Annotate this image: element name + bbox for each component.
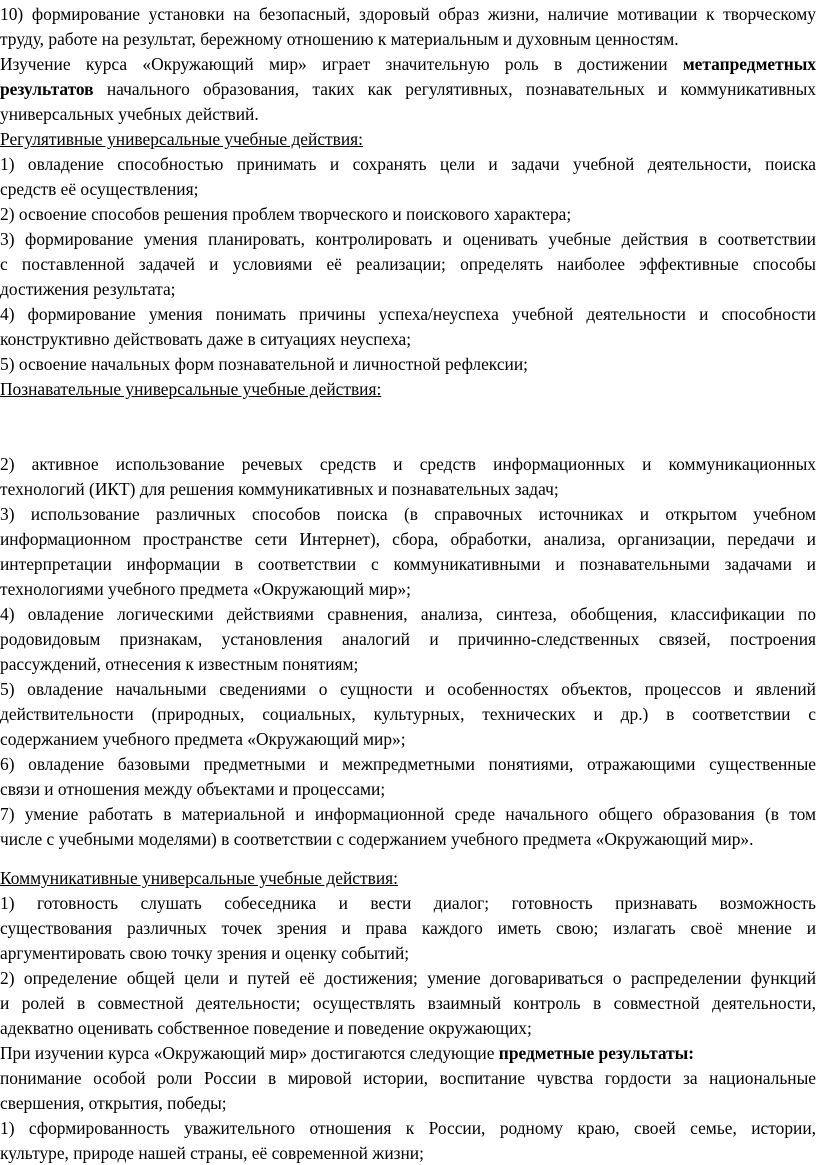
list-item-line: культуре, природе нашей страны, её современной жизни;: [0, 1143, 424, 1163]
heading-text: Познавательные универсальные учебные действия:: [0, 379, 382, 399]
text-span: Изучение курса «Окружающий мир» играет значительную роль в достижении: [0, 54, 668, 74]
paragraph-line: 10) формирование установки на безопасный, здоровый образ жизни, наличие мотивации к творческому: [0, 4, 816, 24]
list-item-line: 1) овладение способностью принимать и сохранять цели и задачи учебной деятельности, поиска: [0, 154, 816, 174]
section-heading-communicative: [0, 866, 816, 890]
list-item-line: технологий (ИКТ) для решения коммуникативных и познавательных задач;: [0, 479, 559, 499]
list-item-line: информационном пространстве сети Интернет), сбора, обработки, анализа, организации, передачи и: [0, 529, 816, 549]
list-item-line: 5) овладение начальными сведениями о сущности и особенностях объектов, процессов и явлений: [0, 679, 816, 699]
list-item-line: 1) сформированность уважительного отношения к России, родному краю, своей семье, истории,: [0, 1118, 816, 1138]
paragraph-line: свершения, открытия, победы;: [0, 1093, 227, 1113]
list-item-line: 5) освоение начальных форм познавательной и личностной рефлексии;: [0, 354, 528, 374]
list-item-line: 3) формирование умения планировать, контролировать и оценивать учебные действия в соответствии: [0, 229, 816, 249]
list-item-line: содержанием учебного предмета «Окружающий мир»;: [0, 729, 406, 749]
heading-text: Коммуникативные универсальные учебные действия:: [0, 868, 398, 888]
text-span: При изучении курса «Окружающий мир» достигаются следующие: [0, 1043, 495, 1063]
list-item-line: интерпретации информации в соответствии с коммуникативными и познавательными задачами и: [0, 554, 816, 574]
list-item-line: числе с учебными моделями) в соответствии с содержанием учебного предмета «Окружающий мир».: [0, 829, 754, 849]
bold-term: результатов: [0, 79, 94, 99]
list-item-line: существования различных точек зрения и права каждого иметь свою; излагать своё мнение и: [0, 918, 816, 938]
list-item-line: аргументировать свою точку зрения и оценку событий;: [0, 943, 410, 963]
list-item-line: конструктивно действовать даже в ситуациях неуспеха;: [0, 329, 412, 349]
list-item-line: 7) умение работать в материальной и информационной среде начального общего образования (в том: [0, 804, 816, 824]
list-item-line: с поставленной задачей и условиями её реализации; определять наиболее эффективные способы: [0, 254, 816, 274]
heading-text: Регулятивные универсальные учебные действия:: [0, 129, 363, 149]
list-item-line: средств её осуществления;: [0, 179, 199, 199]
list-item-line: связи и отношения между объектами и процессами;: [0, 779, 386, 799]
list-item-line: 4) формирование умения понимать причины успеха/неуспеха учебной деятельности и способности: [0, 304, 816, 324]
list-item-line: 3) использование различных способов поиска (в справочных источниках и открытом учебном: [0, 504, 816, 524]
list-item-line: технологиями учебного предмета «Окружающий мир»;: [0, 579, 411, 599]
list-item-line: 2) определение общей цели и путей её достижения; умение договариваться о распределении функций: [0, 968, 816, 988]
list-item-line: достижения результата;: [0, 279, 176, 299]
section-heading-regulative: [0, 127, 816, 151]
text-span: начального образования, таких как регулятивных, познавательных и коммуникативных: [106, 79, 816, 99]
paragraph-line: понимание особой роли России в мировой истории, воспитание чувства гордости за национальные: [0, 1068, 816, 1088]
list-item-line: 2) активное использование речевых средств и средств информационных и коммуникационных: [0, 454, 816, 474]
paragraph-line: [0, 52, 816, 76]
list-item-line: 6) овладение базовыми предметными и межпредметными понятиями, отражающими существенные: [0, 754, 816, 774]
paragraph-line: [0, 77, 816, 101]
list-item-line: действительности (природных, социальных, культурных, технических и др.) в соответствии с: [0, 704, 816, 724]
bold-term: предметные результаты:: [498, 1043, 695, 1063]
bold-term: метапредметных: [682, 54, 816, 74]
paragraph-line: [0, 1041, 816, 1065]
section-heading-cognitive: [0, 377, 816, 401]
list-item-line: 4) овладение логическими действиями сравнения, анализа, синтеза, обобщения, классификации по: [0, 604, 816, 624]
list-item-line: адекватно оценивать собственное поведение и поведение окружающих;: [0, 1018, 532, 1038]
list-item-line: 2) освоение способов решения проблем творческого и поискового характера;: [0, 204, 572, 224]
list-item-line: рассуждений, отнесения к известным понятиям;: [0, 654, 359, 674]
list-item-line: и ролей в совместной деятельности; осуществлять взаимный контроль в совместной деятельности,: [0, 993, 816, 1013]
list-item-line: родовидовым признакам, установления аналогий и причинно-следственных связей, построения: [0, 629, 816, 649]
paragraph-line: универсальных учебных действий.: [0, 104, 259, 124]
list-item-line: 1) готовность слушать собеседника и вести диалог; готовность признавать возможность: [0, 893, 816, 913]
paragraph-line: труду, работе на результат, бережному отношению к материальным и духовным ценностям.: [0, 29, 679, 49]
